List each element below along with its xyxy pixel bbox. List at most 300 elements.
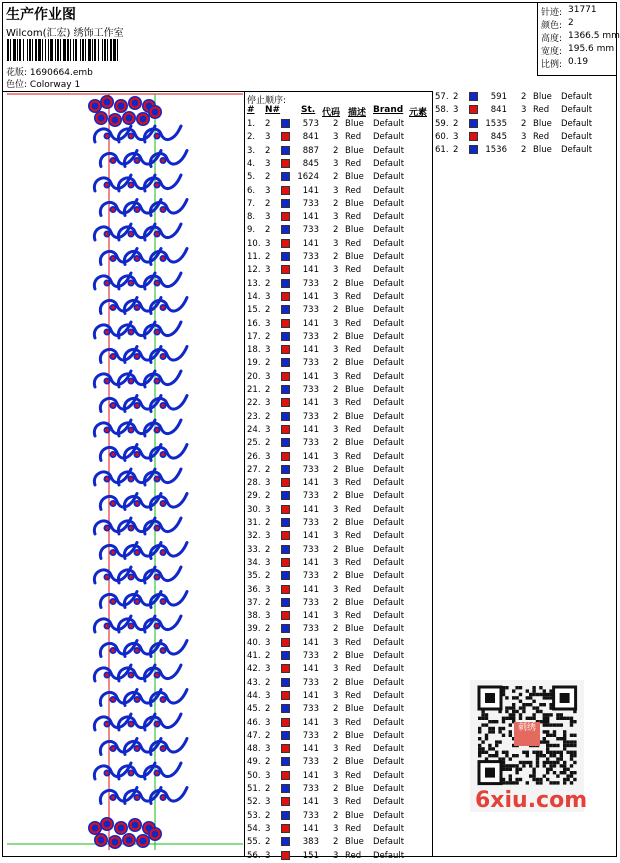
- stop-number: 42.: [247, 664, 261, 675]
- stop-number: 56.: [247, 850, 261, 861]
- thread-code: 2: [333, 172, 339, 183]
- stop-number: 31.: [247, 518, 261, 528]
- stop-row: [245, 331, 431, 344]
- needle-number: 3: [265, 690, 271, 701]
- stitch-count: 733: [302, 571, 319, 582]
- brand-name: Default: [561, 105, 593, 116]
- needle-number: 2: [265, 305, 271, 316]
- color-description: Blue: [345, 571, 364, 582]
- color-description: Red: [345, 291, 362, 302]
- stop-number: 38.: [247, 611, 261, 622]
- needle-number: 3: [265, 823, 271, 834]
- stop-row: [245, 424, 431, 437]
- color-swatch: [281, 279, 290, 288]
- stitch-count: 151: [302, 850, 319, 861]
- needle-number: 2: [265, 491, 271, 502]
- thread-code: 3: [333, 770, 339, 781]
- stop-number: 9.: [247, 225, 256, 236]
- needle-number: 3: [265, 185, 271, 196]
- needle-number: 3: [265, 664, 271, 675]
- stop-number: 55.: [247, 837, 261, 848]
- brand-name: Default: [373, 305, 405, 316]
- needle-number: 2: [265, 358, 271, 369]
- thread-code: 3: [333, 158, 339, 169]
- needle-number: 3: [265, 797, 271, 808]
- color-description: Red: [345, 185, 362, 196]
- color-swatch: [281, 292, 290, 301]
- design-preview: [3, 91, 245, 856]
- stat-width: 宽度: 195.6 mm: [541, 44, 615, 57]
- stop-row: [245, 756, 431, 769]
- color-description: Blue: [345, 252, 364, 262]
- stitch-count: 141: [302, 318, 319, 329]
- needle-number: 3: [265, 451, 271, 462]
- stitch-count: 733: [302, 651, 319, 661]
- needle-number: 2: [453, 118, 459, 129]
- stop-number: 21.: [247, 385, 261, 395]
- color-swatch: [469, 119, 478, 128]
- brand-name: Default: [373, 172, 405, 183]
- color-description: Blue: [533, 118, 552, 129]
- color-swatch: [469, 132, 478, 141]
- stitch-count: 573: [302, 119, 319, 129]
- col-header-code: 代码: [322, 108, 341, 118]
- color-swatch: [281, 186, 290, 195]
- needle-number: 3: [265, 717, 271, 728]
- color-description: Blue: [345, 145, 364, 156]
- stop-number: 47.: [247, 730, 261, 741]
- color-swatch: [281, 611, 290, 620]
- stop-row: [433, 104, 619, 117]
- color-swatch: [281, 385, 290, 394]
- thread-code: 2: [333, 571, 339, 582]
- color-swatch: [281, 199, 290, 208]
- brand-name: Default: [373, 597, 405, 608]
- thread-code: 3: [333, 238, 339, 249]
- stop-row: [245, 384, 431, 397]
- brand-name: Default: [373, 571, 405, 582]
- color-swatch: [281, 212, 290, 221]
- color-description: Blue: [345, 597, 364, 608]
- stitch-count: 141: [302, 238, 319, 249]
- needle-number: 3: [265, 398, 271, 409]
- color-swatch: [281, 624, 290, 633]
- needle-number: 2: [265, 677, 271, 688]
- brand-name: Default: [373, 584, 405, 595]
- brand-name: Default: [373, 717, 405, 728]
- needle-number: 2: [265, 411, 271, 422]
- color-description: Blue: [345, 225, 364, 236]
- color-swatch: [281, 132, 290, 141]
- stitch-count: 733: [302, 225, 319, 236]
- watermark-logo: 6xiu.com: [475, 788, 588, 813]
- stop-number: 37.: [247, 597, 261, 608]
- stop-number: 7.: [247, 198, 256, 209]
- thread-code: 2: [333, 518, 339, 528]
- color-description: Blue: [345, 464, 364, 475]
- color-swatch: [281, 146, 290, 155]
- thread-code: 3: [333, 478, 339, 489]
- stop-row: [245, 185, 431, 198]
- stitch-count: 141: [302, 744, 319, 755]
- stop-row: [245, 411, 431, 424]
- color-swatch: [281, 119, 290, 128]
- thread-code: 2: [333, 358, 339, 369]
- stitch-count: 1536: [485, 145, 507, 156]
- color-description: Red: [345, 584, 362, 595]
- stop-row: [245, 158, 431, 171]
- color-description: Blue: [345, 784, 364, 794]
- brand-name: Default: [373, 358, 405, 369]
- brand-name: Default: [373, 491, 405, 502]
- stop-row: [245, 357, 431, 370]
- stitch-count: 733: [302, 704, 319, 715]
- brand-name: Default: [373, 225, 405, 236]
- color-description: Red: [345, 504, 362, 515]
- color-swatch: [281, 491, 290, 500]
- color-swatch: [281, 757, 290, 766]
- stop-row: [433, 118, 619, 131]
- color-swatch: [281, 452, 290, 461]
- stop-sequence-title: 停止顺序:: [247, 96, 287, 106]
- stitch-count: 733: [302, 810, 319, 821]
- stop-number: 12.: [247, 265, 261, 276]
- brand-name: Default: [373, 850, 405, 861]
- brand-name: Default: [561, 131, 593, 142]
- thread-code: 2: [521, 92, 527, 102]
- thread-code: 3: [333, 291, 339, 302]
- stop-row: [245, 557, 431, 570]
- stop-row: [245, 118, 431, 131]
- thread-code: 2: [333, 305, 339, 316]
- stop-number: 36.: [247, 584, 261, 595]
- stitch-count: 733: [302, 198, 319, 209]
- stop-row: [245, 836, 431, 849]
- stitch-count: 141: [302, 637, 319, 648]
- thread-code: 2: [333, 252, 339, 262]
- brand-name: Default: [373, 158, 405, 169]
- needle-number: 2: [265, 730, 271, 741]
- thread-code: 3: [333, 265, 339, 276]
- color-description: Red: [345, 797, 362, 808]
- brand-name: Default: [373, 331, 405, 342]
- col-header-num: #: [247, 105, 255, 115]
- stitch-count: 841: [302, 132, 319, 143]
- color-description: Red: [345, 371, 362, 382]
- brand-name: Default: [373, 664, 405, 675]
- brand-name: Default: [561, 92, 593, 102]
- color-swatch: [281, 225, 290, 234]
- thread-code: 2: [333, 784, 339, 794]
- stop-row: [433, 91, 619, 104]
- thread-code: 2: [333, 438, 339, 449]
- col-header-element: 元素: [409, 108, 428, 118]
- stop-number: 43.: [247, 677, 261, 688]
- thread-code: 3: [333, 611, 339, 622]
- color-description: Blue: [345, 730, 364, 741]
- color-description: Red: [345, 823, 362, 834]
- stop-row: [245, 145, 431, 158]
- color-swatch: [281, 332, 290, 341]
- stop-number: 18.: [247, 345, 261, 356]
- color-description: Red: [345, 557, 362, 568]
- brand-name: Default: [373, 411, 405, 422]
- needle-number: 2: [265, 278, 271, 289]
- color-swatch: [281, 598, 290, 607]
- stitch-count: 141: [302, 371, 319, 382]
- needle-number: 3: [265, 212, 271, 223]
- stop-row: [245, 570, 431, 583]
- color-swatch: [281, 638, 290, 647]
- needle-number: 2: [265, 464, 271, 475]
- color-swatch: [281, 704, 290, 713]
- stop-number: 33.: [247, 544, 261, 555]
- color-description: Red: [345, 690, 362, 701]
- stop-number: 26.: [247, 451, 261, 462]
- stop-row: [245, 224, 431, 237]
- color-swatch: [469, 92, 478, 101]
- stop-row: [245, 530, 431, 543]
- stop-number: 3.: [247, 145, 256, 156]
- color-description: Red: [345, 717, 362, 728]
- thread-code: 3: [333, 398, 339, 409]
- color-swatch: [469, 105, 478, 114]
- needle-number: 3: [265, 744, 271, 755]
- stop-row: [245, 464, 431, 477]
- needle-number: 2: [265, 252, 271, 262]
- thread-code: 2: [333, 491, 339, 502]
- needle-number: 3: [265, 291, 271, 302]
- thread-code: 2: [333, 837, 339, 848]
- stitch-count: 141: [302, 478, 319, 489]
- stop-row: [245, 397, 431, 410]
- stop-number: 49.: [247, 757, 261, 768]
- color-description: Blue: [345, 119, 364, 129]
- color-description: Blue: [345, 677, 364, 688]
- brand-name: Default: [373, 398, 405, 409]
- brand-name: Default: [373, 371, 405, 382]
- design-stats: [537, 3, 620, 76]
- brand-name: Default: [373, 438, 405, 449]
- color-swatch: [281, 731, 290, 740]
- thread-code: 3: [333, 850, 339, 861]
- needle-number: 3: [265, 557, 271, 568]
- color-description: Blue: [345, 278, 364, 289]
- stop-row: [245, 796, 431, 809]
- color-swatch: [281, 239, 290, 248]
- stitch-count: 733: [302, 464, 319, 475]
- brand-name: Default: [373, 757, 405, 768]
- thread-code: 2: [333, 757, 339, 768]
- thread-code: 3: [333, 637, 339, 648]
- stitch-count: 141: [302, 823, 319, 834]
- brand-name: Default: [373, 198, 405, 209]
- brand-name: Default: [373, 810, 405, 821]
- color-swatch: [281, 837, 290, 846]
- color-description: Red: [345, 265, 362, 276]
- stitch-count: 141: [302, 557, 319, 568]
- stop-sequence-table-continued: [433, 91, 616, 161]
- color-description: Blue: [345, 172, 364, 183]
- col-header-desc: 描述: [348, 108, 367, 118]
- stitch-count: 1535: [485, 118, 507, 129]
- color-swatch: [281, 718, 290, 727]
- brand-name: Default: [373, 212, 405, 223]
- stop-row: [245, 278, 431, 291]
- needle-number: 3: [265, 345, 271, 356]
- brand-name: Default: [373, 318, 405, 329]
- color-swatch: [281, 851, 290, 860]
- color-description: Red: [345, 531, 362, 542]
- thread-code: 3: [333, 185, 339, 196]
- color-swatch: [281, 571, 290, 580]
- color-description: Red: [345, 158, 362, 169]
- color-swatch: [281, 824, 290, 833]
- color-description: Red: [345, 478, 362, 489]
- stitch-count: 733: [302, 491, 319, 502]
- design-file-name: 1690664.emb: [29, 68, 93, 78]
- needle-number: 3: [453, 131, 459, 142]
- stop-number: 24.: [247, 424, 261, 435]
- thread-code: 3: [521, 131, 527, 142]
- thread-code: 3: [333, 212, 339, 223]
- thread-code: 3: [333, 744, 339, 755]
- needle-number: 3: [265, 504, 271, 515]
- color-swatch: [281, 771, 290, 780]
- brand-name: Default: [373, 464, 405, 475]
- stitch-count: 733: [302, 411, 319, 422]
- color-swatch: [281, 478, 290, 487]
- thread-code: 2: [333, 651, 339, 661]
- color-swatch: [281, 425, 290, 434]
- stop-number: 32.: [247, 531, 261, 542]
- needle-number: 2: [265, 757, 271, 768]
- stop-number: 11.: [247, 252, 261, 262]
- brand-name: Default: [561, 118, 593, 129]
- stop-row: [245, 770, 431, 783]
- thread-code: 2: [333, 225, 339, 236]
- color-swatch: [281, 664, 290, 673]
- design-file-label: 花版:: [6, 68, 28, 78]
- brand-name: Default: [373, 637, 405, 648]
- stop-row: [245, 131, 431, 144]
- color-swatch: [281, 505, 290, 514]
- stitch-count: 1624: [297, 172, 319, 183]
- needle-number: 2: [265, 518, 271, 528]
- stop-row: [245, 623, 431, 636]
- stop-row: [245, 437, 431, 450]
- color-swatch: [281, 797, 290, 806]
- stat-scale: 比例: 0.19: [541, 57, 589, 70]
- col-header-brand: Brand: [373, 105, 404, 115]
- needle-number: 2: [265, 784, 271, 794]
- stop-row: [245, 304, 431, 317]
- stitch-count: 733: [302, 278, 319, 289]
- brand-name: Default: [373, 624, 405, 635]
- stop-row: [245, 371, 431, 384]
- stop-row: [245, 251, 431, 264]
- stop-number: 23.: [247, 411, 261, 422]
- stop-number: 57.: [435, 92, 449, 102]
- needle-number: 2: [265, 198, 271, 209]
- needle-number: 2: [265, 119, 271, 129]
- thread-code: 2: [333, 730, 339, 741]
- thread-code: 2: [333, 145, 339, 156]
- color-swatch: [281, 744, 290, 753]
- stitch-count: 733: [302, 784, 319, 794]
- needle-number: 2: [453, 92, 459, 102]
- thread-code: 2: [521, 145, 527, 156]
- stitch-count: 141: [302, 797, 319, 808]
- colorway-line: [6, 77, 80, 90]
- brand-name: Default: [373, 424, 405, 435]
- needle-number: 2: [265, 624, 271, 635]
- color-swatch: [281, 412, 290, 421]
- qr-badge: 刺绣: [514, 722, 540, 746]
- stitch-count: 141: [302, 584, 319, 595]
- stop-number: 54.: [247, 823, 261, 834]
- thread-code: 3: [333, 451, 339, 462]
- thread-code: 2: [333, 544, 339, 555]
- color-swatch: [281, 678, 290, 687]
- thread-code: 3: [333, 797, 339, 808]
- color-swatch: [281, 438, 290, 447]
- stop-row: [245, 344, 431, 357]
- col-header-stitches: St.: [301, 105, 316, 115]
- needle-number: 2: [265, 172, 271, 183]
- thread-code: 2: [333, 278, 339, 289]
- stop-number: 30.: [247, 504, 261, 515]
- stop-row: [245, 783, 431, 796]
- stop-number: 25.: [247, 438, 261, 449]
- color-swatch: [281, 319, 290, 328]
- stitch-count: 141: [302, 664, 319, 675]
- color-swatch: [281, 545, 290, 554]
- color-description: Red: [345, 345, 362, 356]
- brand-name: Default: [373, 518, 405, 528]
- color-swatch: [281, 172, 290, 181]
- brand-name: Default: [561, 145, 593, 156]
- stop-number: 16.: [247, 318, 261, 329]
- brand-name: Default: [373, 451, 405, 462]
- stop-row: [245, 171, 431, 184]
- brand-name: Default: [373, 744, 405, 755]
- color-description: Blue: [345, 305, 364, 316]
- stitch-count: 845: [302, 158, 319, 169]
- brand-name: Default: [373, 278, 405, 289]
- stop-row: [245, 238, 431, 251]
- brand-name: Default: [373, 345, 405, 356]
- color-swatch: [469, 145, 478, 154]
- color-description: Blue: [345, 624, 364, 635]
- stop-row: [245, 318, 431, 331]
- colorway-name: Colorway 1: [29, 80, 81, 90]
- brand-name: Default: [373, 704, 405, 715]
- stitch-count: 141: [302, 345, 319, 356]
- stitch-count: 733: [302, 252, 319, 262]
- stop-row: [433, 144, 619, 157]
- color-description: Red: [345, 611, 362, 622]
- thread-code: 2: [521, 118, 527, 129]
- needle-number: 2: [265, 225, 271, 236]
- brand-name: Default: [373, 185, 405, 196]
- stop-number: 40.: [247, 637, 261, 648]
- brand-name: Default: [373, 478, 405, 489]
- color-description: Blue: [345, 331, 364, 342]
- stitch-count: 141: [302, 212, 319, 223]
- stitch-count: 841: [490, 105, 507, 116]
- stop-number: 2.: [247, 132, 256, 143]
